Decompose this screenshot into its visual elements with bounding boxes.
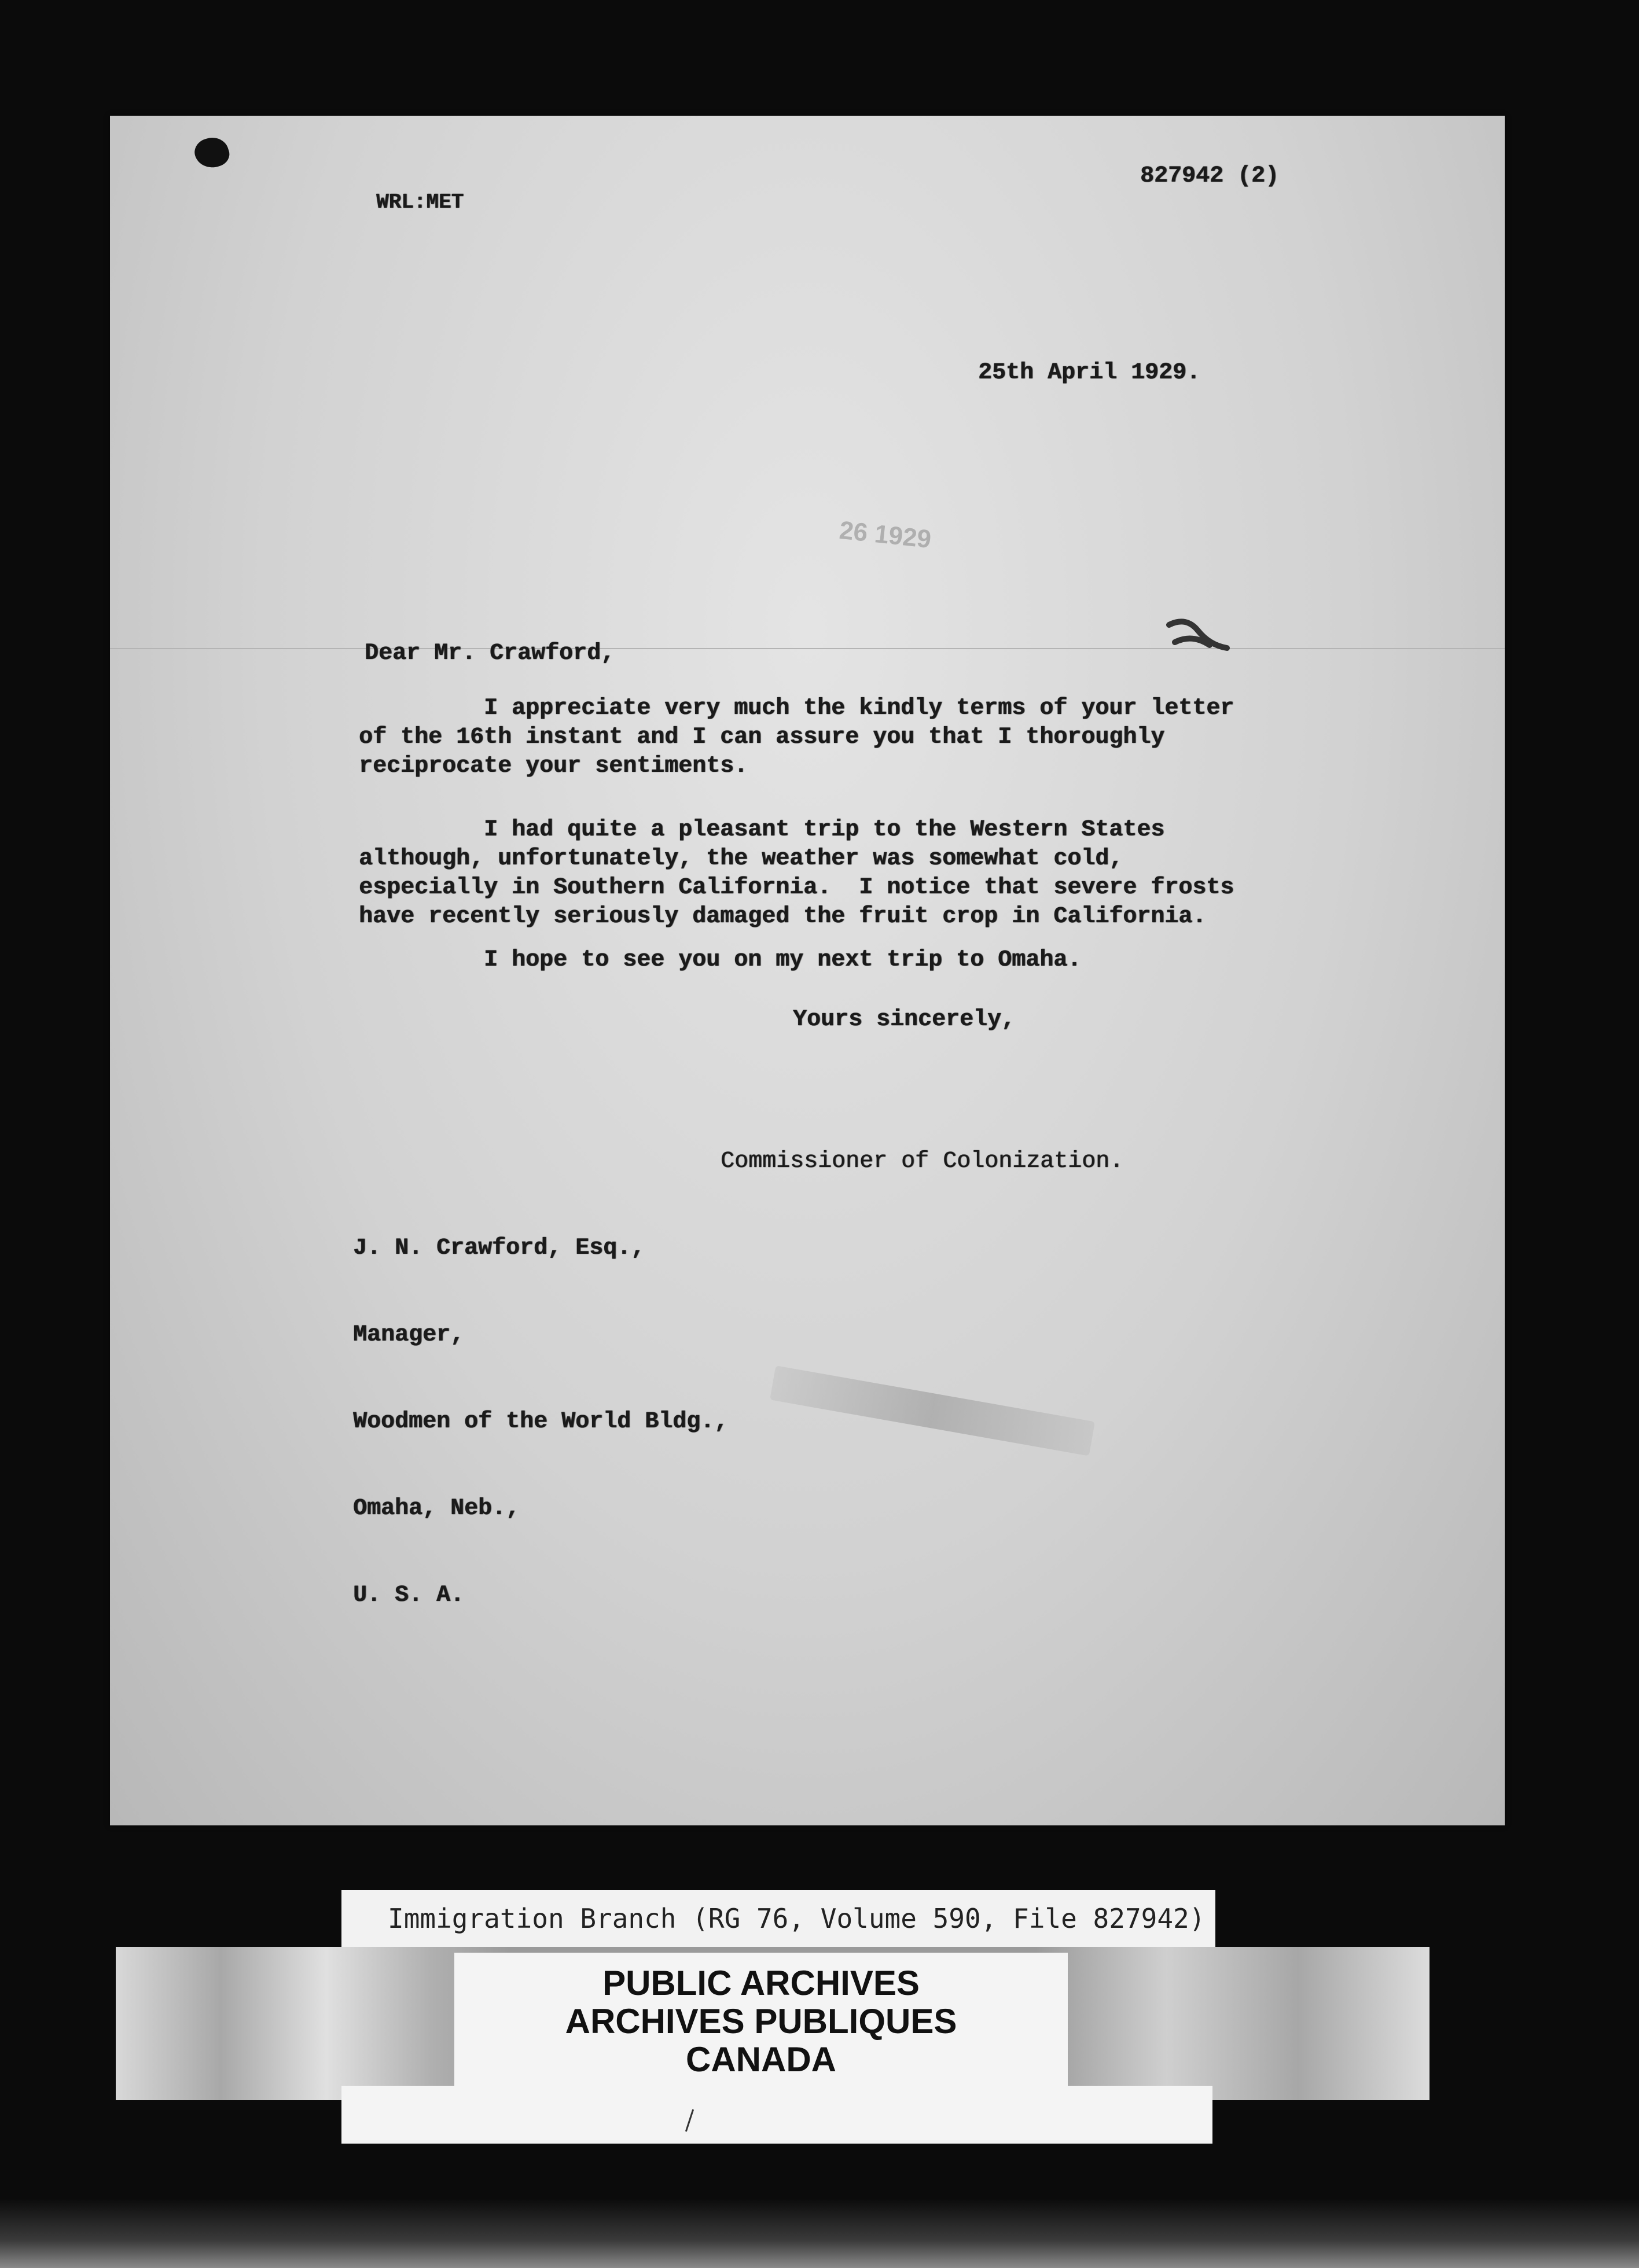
blank-strip: [341, 2086, 1212, 2144]
address-line: Manager,: [353, 1322, 465, 1348]
archive-label: [454, 1953, 1068, 2092]
body-paragraph-2: I had quite a pleasant trip to the Western States although, unfortunately, the weather was somewhat cold, especially in Southern California. I notice that severe frosts have recently seriously damaged the fruit crop in California.: [359, 817, 1234, 930]
pen-mark: [685, 2109, 694, 2132]
reference-initials: WRL:MET: [376, 190, 464, 214]
received-stamp: 26 1929: [837, 516, 933, 554]
signature-title: Commissioner of Colonization.: [721, 1148, 1124, 1174]
letter-date: 25th April 1929.: [978, 360, 1201, 386]
recipient-address: [353, 1176, 728, 1639]
archive-label-line-1: PUBLIC ARCHIVES: [602, 1964, 920, 2002]
frame-edge: [0, 2199, 1639, 2268]
archive-label-line-3: CANADA: [686, 2040, 836, 2079]
closing: Yours sincerely,: [793, 1007, 1016, 1033]
scribble-mark: [1163, 613, 1233, 660]
caption-strip: [341, 1890, 1215, 1948]
file-number: 827942 (2): [1140, 163, 1280, 189]
fold-line: [110, 648, 1505, 649]
body-paragraph-3: I hope to see you on my next trip to Omaha.: [359, 947, 1082, 973]
address-line: U. S. A.: [353, 1582, 465, 1608]
address-line: Omaha, Neb.,: [353, 1496, 520, 1522]
body-paragraph-1: I appreciate very much the kindly terms of your letter of the 16th instant and I can assure you that I thoroughly reciprocate your sentiments.: [359, 695, 1234, 779]
caption-text: Immigration Branch (RG 76, Volume 590, File 827942): [388, 1903, 1206, 1934]
archive-label-line-2: ARCHIVES PUBLIQUES: [565, 2002, 957, 2041]
address-line: Woodmen of the World Bldg.,: [353, 1409, 729, 1435]
salutation: Dear Mr. Crawford,: [365, 640, 615, 667]
address-line: J. N. Crawford, Esq.,: [353, 1235, 645, 1261]
